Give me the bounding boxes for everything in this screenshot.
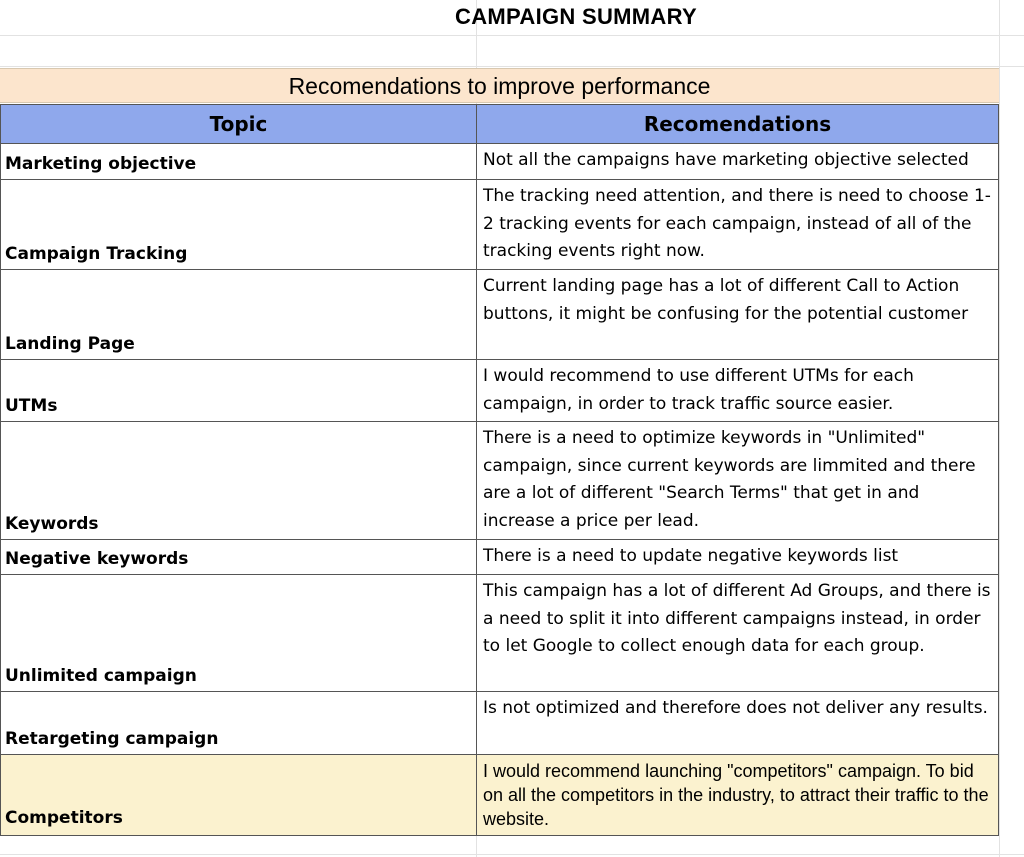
gridline-horizontal — [0, 854, 1024, 855]
column-header-topic[interactable]: Topic — [1, 105, 477, 144]
recommendation-cell[interactable]: This campaign has a lot of different Ad Groups, and there is a need to split it into different campaigns instead, in order to let Google to collect enough data for each group. — [477, 575, 999, 692]
table-header-row — [1, 105, 999, 144]
topic-cell[interactable]: Marketing objective — [1, 144, 477, 180]
gridline-vertical — [999, 0, 1000, 857]
recommendations-banner: Recomendations to improve performance — [0, 68, 999, 103]
gridline-horizontal — [0, 35, 1024, 36]
table-row — [1, 180, 999, 270]
recommendation-cell[interactable]: There is a need to update negative keywords list — [477, 540, 999, 575]
recommendation-cell[interactable]: Not all the campaigns have marketing objective selected — [477, 144, 999, 180]
topic-cell[interactable]: Negative keywords — [1, 540, 477, 575]
topic-cell[interactable]: Landing Page — [1, 270, 477, 360]
recommendation-cell[interactable]: I would recommend to use different UTMs for each campaign, in order to track traffic source easier. — [477, 360, 999, 422]
recommendation-cell[interactable]: There is a need to optimize keywords in "Unlimited" campaign, since current keywords are limmited and there are a lot of different "Search Terms" that get in and increase a price per lead. — [477, 422, 999, 540]
table-row — [1, 270, 999, 360]
recommendation-cell[interactable]: Current landing page has a lot of different Call to Action buttons, it might be confusing for the potential customer — [477, 270, 999, 360]
recommendation-cell[interactable]: The tracking need attention, and there is need to choose 1-2 tracking events for each campaign, instead of all of the tracking events right now. — [477, 180, 999, 270]
recommendation-cell[interactable]: Is not optimized and therefore does not deliver any results. — [477, 692, 999, 755]
topic-cell[interactable]: Competitors — [1, 755, 477, 836]
topic-cell[interactable]: Campaign Tracking — [1, 180, 477, 270]
column-header-recommendations[interactable]: Recomendations — [477, 105, 999, 144]
table-row — [1, 360, 999, 422]
recommendations-table — [0, 104, 999, 836]
topic-cell[interactable]: UTMs — [1, 360, 477, 422]
topic-cell[interactable]: Keywords — [1, 422, 477, 540]
table-row-highlighted — [1, 755, 999, 836]
recommendation-cell[interactable]: I would recommend launching "competitors" campaign. To bid on all the competitors in the industry, to attract their traffic to the website. — [477, 755, 999, 836]
gridline-horizontal — [0, 66, 1024, 67]
table-row — [1, 692, 999, 755]
topic-cell[interactable]: Retargeting campaign — [1, 692, 477, 755]
table-row — [1, 422, 999, 540]
table-row — [1, 575, 999, 692]
page-title: CAMPAIGN SUMMARY — [455, 4, 697, 29]
table-row — [1, 144, 999, 180]
topic-cell[interactable]: Unlimited campaign — [1, 575, 477, 692]
table-row — [1, 540, 999, 575]
